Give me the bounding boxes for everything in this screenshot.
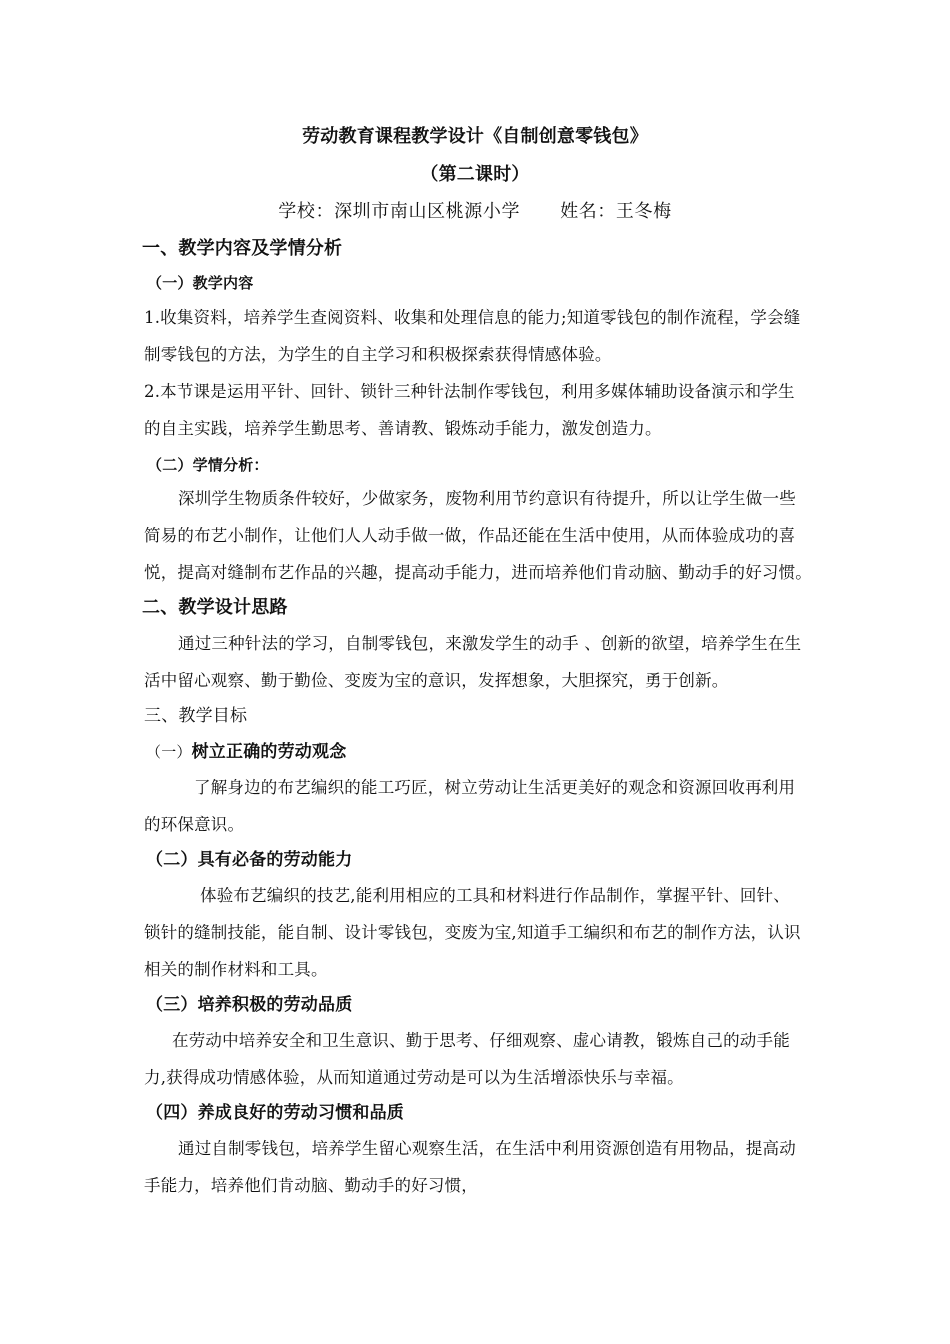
paragraph-line: 通过三种针法的学习，自制零钱包，来激发学生的动手 、创新的欲望，培养学生在生 xyxy=(178,634,802,653)
section1-heading: 一、教学内容及学情分析 xyxy=(142,238,343,259)
paragraph-line: 活中留心观察、勤于勤俭、变废为宝的意识，发挥想象，大胆探究，勇于创新。 xyxy=(144,671,729,690)
paragraph-line: 手能力，培养他们肯动脑、勤动手的好习惯， xyxy=(144,1176,478,1195)
section1-sub2-heading: （二）学情分析： xyxy=(147,456,269,474)
paragraph-line: 制零钱包的方法，为学生的自主学习和积极探索获得情感体验。 xyxy=(144,345,612,364)
paragraph-line: 简易的布艺小制作，让他们人人动手做一做，作品还能在生活中使用，从而体验成功的喜 xyxy=(144,526,796,545)
goal1-heading xyxy=(146,741,816,763)
goal1-number: （一） xyxy=(146,743,192,761)
paragraph-line: 悦，提高对缝制布艺作品的兴趣，提高动手能力，进而培养他们肯动脑、勤动手的好习惯。 xyxy=(144,563,812,582)
paragraph-line: 在劳动中培养安全和卫生意识、勤于思考、仔细观察、虚心请教，锻炼自己的动手能 xyxy=(172,1031,790,1050)
section2-heading: 二、教学设计思路 xyxy=(142,597,288,618)
goal2-heading: （二）具有必备的劳动能力 xyxy=(146,850,353,870)
section3-heading: 三、教学目标 xyxy=(144,706,248,726)
paragraph-line: 深圳学生物质条件较好，少做家务，废物利用节约意识有待提升，所以让学生做一些 xyxy=(178,489,796,508)
document-title: 劳动教育课程教学设计《自制创意零钱包》 xyxy=(302,126,648,147)
paragraph-line: 的环保意识。 xyxy=(144,815,245,834)
author-name: 姓名：王冬梅 xyxy=(560,201,672,222)
paragraph-line: 锁针的缝制技能，能自制、设计零钱包，变废为宝,知道手工编织和布艺的制作方法，认识 xyxy=(144,923,801,942)
paragraph-line: 相关的制作材料和工具。 xyxy=(144,960,328,979)
paragraph-line: 的自主实践，培养学生勤思考、善请教、锻炼动手能力，激发创造力。 xyxy=(144,419,662,438)
goal3-heading: （三）培养积极的劳动品质 xyxy=(146,995,353,1015)
school-author-line xyxy=(0,201,950,223)
lesson-label: （第二课时） xyxy=(420,164,530,185)
paragraph-line: 2.本节课是运用平针、回针、锁针三种针法制作零钱包，利用多媒体辅助设备演示和学生 xyxy=(144,382,795,401)
goal4-heading: （四）养成良好的劳动习惯和品质 xyxy=(146,1103,404,1123)
school-name: 学校：深圳市南山区桃源小学 xyxy=(278,201,521,222)
paragraph-line: 了解身边的布艺编织的能工巧匠，树立劳动让生活更美好的观念和资源回收再利用 xyxy=(194,778,796,797)
paragraph-line: 通过自制零钱包，培养学生留心观察生活，在生活中利用资源创造有用物品，提高动 xyxy=(178,1139,796,1158)
section1-sub1-heading: （一）教学内容 xyxy=(147,274,254,292)
goal1-title: 树立正确的劳动观念 xyxy=(191,742,347,762)
paragraph-line: 1.收集资料，培养学生查阅资料、收集和处理信息的能力;知道零钱包的制作流程，学会缝 xyxy=(144,308,801,327)
paragraph-line: 力,获得成功情感体验，从而知道通过劳动是可以为生活增添快乐与幸福。 xyxy=(144,1068,684,1087)
paragraph-line: 体验布艺编织的技艺,能利用相应的工具和材料进行作品制作，掌握平针、回针、 xyxy=(200,886,790,905)
